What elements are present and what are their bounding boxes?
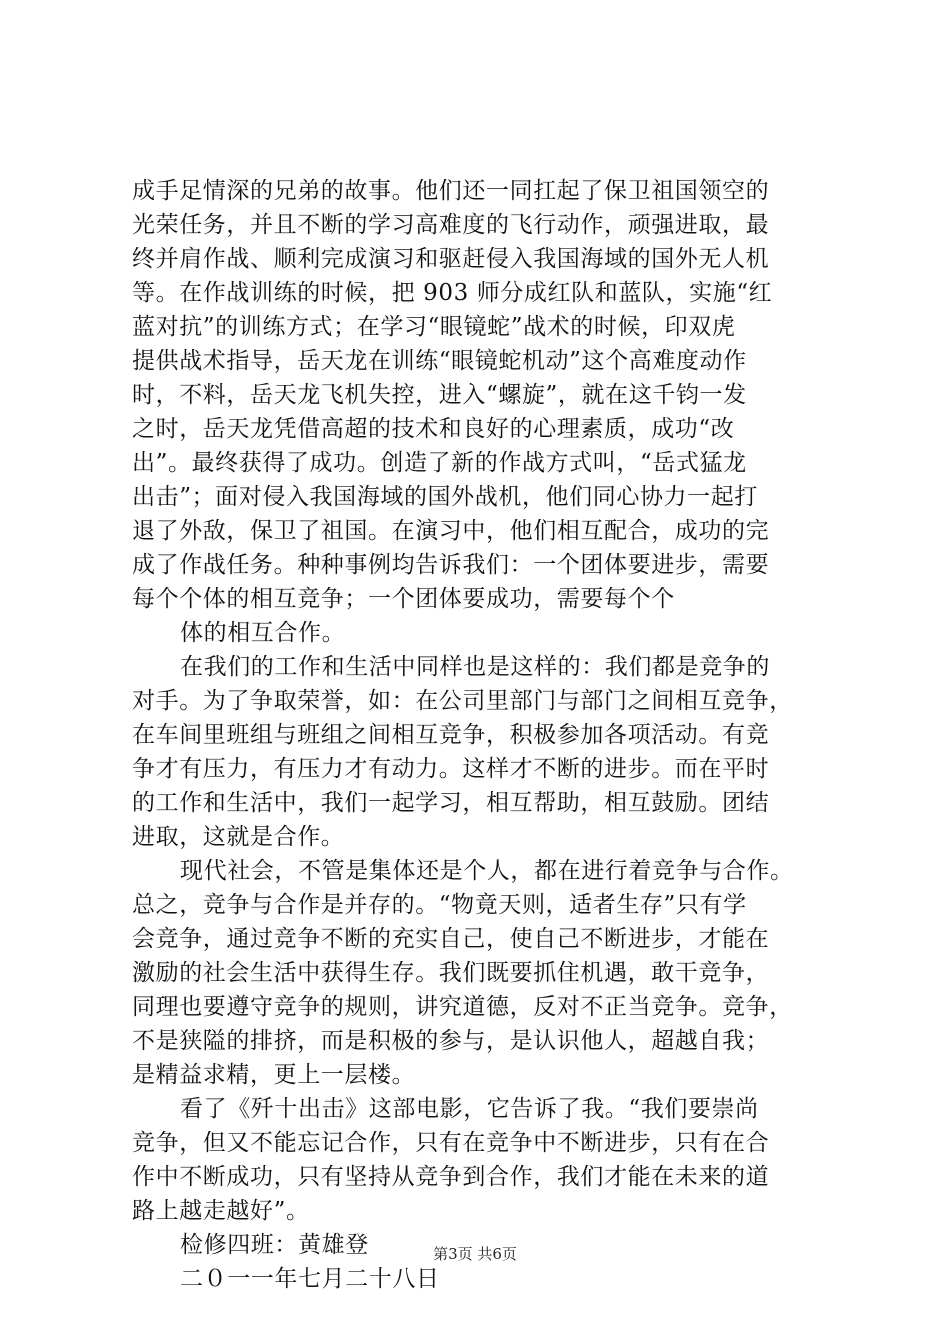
text-line: 出击”；面对侵入我国海域的国外战机，他们同心协力一起打 [132,484,758,510]
text-line: 不是狭隘的排挤，而是积极的参与，是认识他人，超越自我； [132,1028,770,1054]
text-line: 路上越走越好”。 [132,1198,310,1224]
text-line: 进取，这就是合作。 [132,824,345,850]
text-line: 时，不料，岳天龙飞机失控，进入“螺旋”，就在这千钧一发 [132,382,747,408]
text-line: 每个个体的相互竞争；一个团体要成功，需要每个个 [132,586,675,612]
text-line: 光荣任务，并且不断的学习高难度的飞行动作，顽强进取，最 [132,212,770,238]
text-line: 的工作和生活中，我们一起学习，相互帮助，相互鼓励。团结 [132,790,770,816]
text-line: 二０一一年七月二十八日 [180,1266,440,1292]
page-footer: 第3页 共6页 [433,1245,517,1263]
text-line: 退了外敌，保卫了祖国。在演习中，他们相互配合，成功的完 [132,518,770,544]
text-line: 会竞争，通过竞争不断的充实自己，使自己不断进步，才能在 [132,926,770,952]
text-line: 蓝对抗”的训练方式；在学习“眼镜蛇”战术的时候，印双虎 [132,314,736,340]
text-line: 体的相互合作。 [180,620,346,646]
text-line: 激励的社会生活中获得生存。我们既要抓住机遇，敢干竞争， [132,960,770,986]
text-line: 出”。最终获得了成功。创造了新的作战方式叫，“岳式猛龙 [132,450,747,476]
text-line: 作中不断成功，只有坚持从竞争到合作，我们才能在未来的道 [132,1164,770,1190]
text-line: 等。在作战训练的时候，把 903 师分成红队和蓝队，实施“红 [132,280,773,306]
text-line: 终并肩作战、顺利完成演习和驱赶侵入我国海域的国外无人机 [132,246,770,272]
text-line: 对手。为了争取荣誉，如：在公司里部门与部门之间相互竞争， [132,688,793,714]
text-line: 检修四班：黄雄登 [180,1232,369,1258]
text-line: 争才有压力，有压力才有动力。这样才不断的进步。而在平时 [132,756,770,782]
document-body [132,174,832,1296]
text-line: 成了作战任务。种种事例均告诉我们：一个团体要进步，需要 [132,552,770,578]
text-line: 同理也要遵守竞争的规则，讲究道德，反对不正当竞争。竞争， [132,994,793,1020]
text-line: 在车间里班组与班组之间相互竞争，积极参加各项活动。有竞 [132,722,770,748]
text-line: 成手足情深的兄弟的故事。他们还一同扛起了保卫祖国领空的 [132,178,770,204]
text-line: 竞争，但又不能忘记合作，只有在竞争中不断进步，只有在合 [132,1130,770,1156]
text-line: 看了《歼十出击》这部电影，它告诉了我。“我们要崇尚 [180,1096,759,1122]
text-line: 是精益求精，更上一层楼。 [132,1062,416,1088]
text-line: 总之，竞争与合作是并存的。“物竟天则，适者生存”只有学 [132,892,747,918]
text-line: 提供战术指导，岳天龙在训练“眼镜蛇机动”这个高难度动作 [132,348,747,374]
text-line: 在我们的工作和生活中同样也是这样的：我们都是竞争的 [180,654,770,680]
text-line: 现代社会，不管是集体还是个人，都在进行着竞争与合作。 [180,858,794,884]
text-line: 之时，岳天龙凭借高超的技术和良好的心理素质，成功“改 [132,416,735,442]
